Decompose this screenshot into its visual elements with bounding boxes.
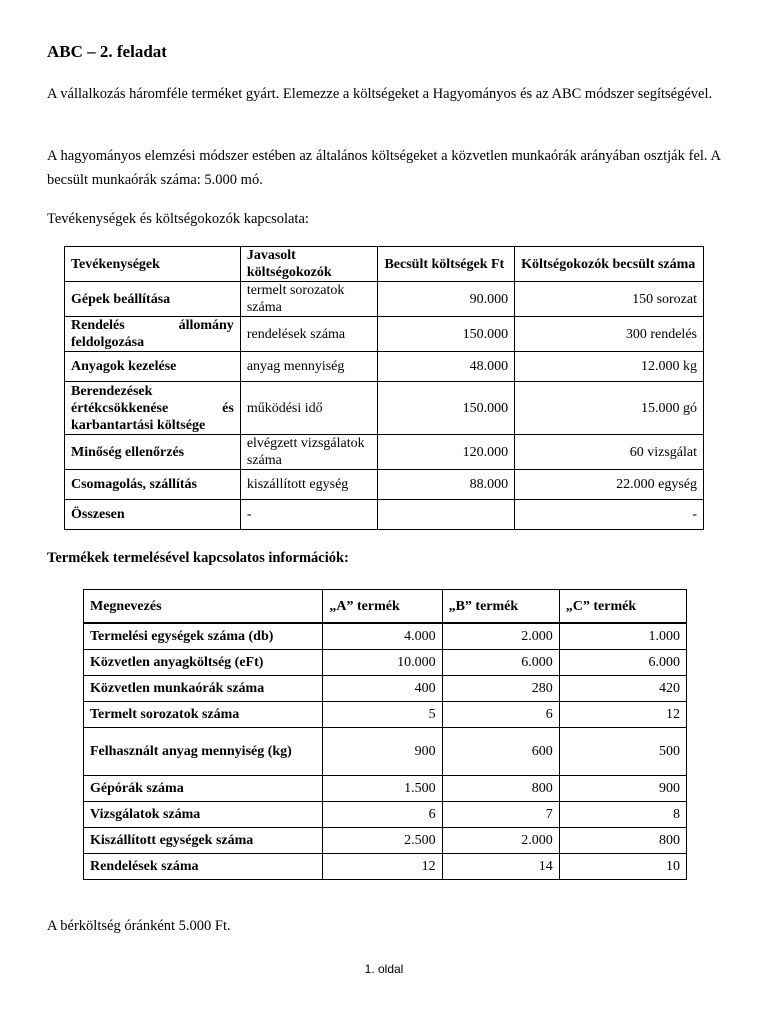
value-cell: 14 [442, 854, 559, 880]
table-header-row [65, 247, 704, 282]
value-cell: 6 [323, 802, 442, 828]
driver-cell: elvégzett vizsgálatok száma [240, 435, 378, 470]
header-cell: „C” termék [559, 590, 686, 624]
driver-cell: működési idő [240, 382, 378, 435]
activity-cell: Anyagok kezelése [65, 352, 241, 382]
count-cell: 15.000 gó [515, 382, 704, 435]
method-paragraph: A hagyományos elemzési módszer estében az általános költségeket a közvetlen munkaórák arányában osztják fel. A becsült munkaórák száma: 5.000 mó. [47, 148, 721, 188]
value-cell: 420 [559, 676, 686, 702]
value-cell: 280 [442, 676, 559, 702]
driver-cell: anyag mennyiség [240, 352, 378, 382]
count-cell: 12.000 kg [515, 352, 704, 382]
table-row [65, 282, 704, 317]
section2-title: Termékek termelésével kapcsolatos információk: [47, 550, 349, 566]
value-cell: 6 [442, 702, 559, 728]
label-cell: Termelt sorozatok száma [84, 702, 323, 728]
table-header-row [84, 590, 687, 624]
activities-table [64, 246, 704, 530]
header-cell: Becsült költségek Ft [378, 247, 515, 282]
activity-cell: Csomagolás, szállítás [65, 470, 241, 500]
table-row [84, 728, 687, 776]
table-row [84, 854, 687, 880]
label-cell: Kiszállított egységek száma [84, 828, 323, 854]
products-table [83, 589, 687, 880]
table-row [84, 702, 687, 728]
intro-paragraph: A vállalkozás háromféle terméket gyárt. Elemezze a költségeket a Hagyományos és az ABC módszer segítségével. [47, 86, 713, 102]
value-cell: 6.000 [559, 650, 686, 676]
value-cell: 2.000 [442, 623, 559, 650]
table-row [84, 802, 687, 828]
header-cell: „A” termék [323, 590, 442, 624]
value-cell: 500 [559, 728, 686, 776]
value-cell: 1.500 [323, 776, 442, 802]
driver-cell: rendelések száma [240, 317, 378, 352]
activity-cell: Gépek beállítása [65, 282, 241, 317]
cost-cell: 88.000 [378, 470, 515, 500]
table1-caption: Tevékenységek és költségokozók kapcsolata: [47, 211, 309, 227]
header-cell: Megnevezés [84, 590, 323, 624]
label-cell: Rendelések száma [84, 854, 323, 880]
page-number: 1. oldal [364, 962, 404, 976]
label-cell: Gépórák száma [84, 776, 323, 802]
activity-cell: Rendelés állomány feldolgozása [65, 317, 241, 352]
driver-cell: kiszállított egység [240, 470, 378, 500]
table-row [65, 435, 704, 470]
label-cell: Közvetlen anyagköltség (eFt) [84, 650, 323, 676]
value-cell: 1.000 [559, 623, 686, 650]
value-cell: 800 [442, 776, 559, 802]
value-cell: 2.500 [323, 828, 442, 854]
value-cell: 8 [559, 802, 686, 828]
label-cell: Termelési egységek száma (db) [84, 623, 323, 650]
value-cell: 5 [323, 702, 442, 728]
count-cell: 60 vizsgálat [515, 435, 704, 470]
value-cell: 4.000 [323, 623, 442, 650]
activity-cell: Berendezések értékcsökkenése és karbantartási költsége [65, 382, 241, 435]
cost-cell: 120.000 [378, 435, 515, 470]
value-cell: 7 [442, 802, 559, 828]
count-cell: 300 rendelés [515, 317, 704, 352]
label-cell: Közvetlen munkaórák száma [84, 676, 323, 702]
count-cell: 22.000 egység [515, 470, 704, 500]
value-cell: 12 [323, 854, 442, 880]
label-cell: Vizsgálatok száma [84, 802, 323, 828]
value-cell: 900 [323, 728, 442, 776]
value-cell: 10 [559, 854, 686, 880]
header-cell: Tevékenységek [65, 247, 241, 282]
header-cell: Javasolt költségokozók [240, 247, 378, 282]
cost-cell: 90.000 [378, 282, 515, 317]
page-title: ABC – 2. feladat [47, 42, 167, 61]
cost-cell [378, 500, 515, 530]
activity-cell: Minőség ellenőrzés [65, 435, 241, 470]
driver-cell: termelt sorozatok száma [240, 282, 378, 317]
value-cell: 12 [559, 702, 686, 728]
table-row [84, 623, 687, 650]
value-cell: 600 [442, 728, 559, 776]
wage-note: A bérköltség óránként 5.000 Ft. [47, 918, 231, 934]
table-row [84, 828, 687, 854]
value-cell: 10.000 [323, 650, 442, 676]
table-row [65, 382, 704, 435]
cost-cell: 150.000 [378, 317, 515, 352]
table-row [65, 352, 704, 382]
table-total-row [65, 500, 704, 530]
activity-cell: Összesen [65, 500, 241, 530]
count-cell: 150 sorozat [515, 282, 704, 317]
table-row [84, 676, 687, 702]
label-cell: Felhasznált anyag mennyiség (kg) [84, 728, 323, 776]
value-cell: 6.000 [442, 650, 559, 676]
driver-cell: - [240, 500, 378, 530]
value-cell: 900 [559, 776, 686, 802]
value-cell: 800 [559, 828, 686, 854]
table-row [65, 317, 704, 352]
header-cell: Költségokozók becsült száma [515, 247, 704, 282]
value-cell: 400 [323, 676, 442, 702]
cost-cell: 150.000 [378, 382, 515, 435]
table-row [65, 470, 704, 500]
header-cell: „B” termék [442, 590, 559, 624]
count-cell: - [515, 500, 704, 530]
table-row [84, 776, 687, 802]
cost-cell: 48.000 [378, 352, 515, 382]
value-cell: 2.000 [442, 828, 559, 854]
table-row [84, 650, 687, 676]
